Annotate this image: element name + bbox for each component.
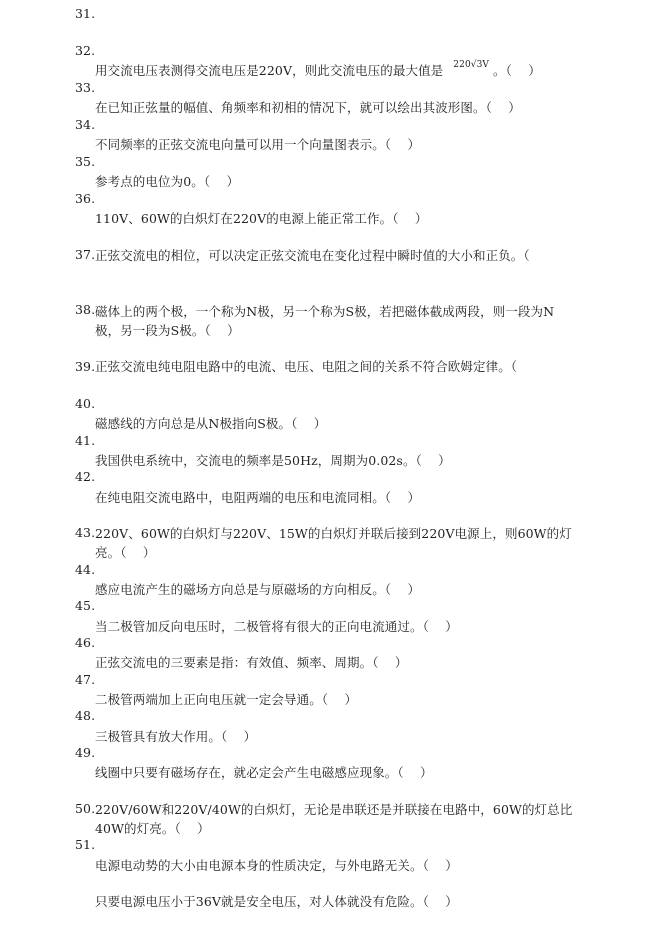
question-text: 正弦交流电的三要素是指：有效值、频率、周期。（ ） [95,655,408,670]
question-text: 我国供电系统中，交流电的频率是50Hz，周期为0.02s。（ ） [95,453,451,468]
question-text: 磁感线的方向总是从N极指向S极。（ ） [95,416,327,431]
question-number: 43. [75,525,96,540]
question-number: 46. [75,635,96,650]
question-text: 正弦交流电的相位，可以决定正弦交流电在变化过程中瞬时值的大小和正负。（ [95,248,530,263]
question-text: 磁体上的两个极，一个称为N极，另一个称为S极，若把磁体截成两段，则一段为N极，另一段为S极。（ ） [95,304,555,338]
question-text: 感应电流产生的磁场方向总是与原磁场的方向相反。（ ） [95,582,421,597]
question-text: 220V/60W和220V/40W的白炽灯，无论是串联还是并联接在电路中，60W的灯总比40W的灯亮。（ ） [95,802,573,836]
question-number: 47. [75,672,96,687]
question-text: 只要电源电压小于36V就是安全电压，对人体就没有危险。（ ） [95,894,458,909]
question-number: 32. [75,43,96,58]
question-text: 正弦交流电纯电阻电路中的电流、电压、电阻之间的关系不符合欧姆定律。（ [95,359,518,374]
question-number: 40. [75,396,96,411]
question-text: 在已知正弦量的幅值、角频率和初相的情况下，就可以绘出其波形图。（ ） [95,100,521,115]
question-number: 33. [75,80,96,95]
question-number: 39. [75,359,96,374]
question-number: 44. [75,562,96,577]
question-number: 35. [75,154,96,169]
question-number: 34. [75,117,96,132]
question-text: 二极管两端加上正向电压就一定会导通。（ ） [95,692,358,707]
question-51 [75,835,595,949]
question-number: 41. [75,433,96,448]
question-text: 三极管具有放大作用。（ ） [95,729,257,744]
question-number: 37. [75,247,96,262]
question-text: 在纯电阻交流电路中，电阻两端的电压和电流同相。（ ） [95,490,421,505]
question-text: 当二极管加反向电压时，二极管将有很大的正向电流通过。（ ） [95,619,458,634]
question-number: 36. [75,191,96,206]
answer-brackets: 。（ ） [493,63,541,78]
question-number: 49. [75,745,96,760]
question-number: 51. [75,837,96,852]
question-text: 用交流电压表测得交流电压是220V，则此交流电压的最大值是 [95,63,444,78]
question-number: 50. [75,801,96,816]
question-number: 38. [75,302,96,317]
question-number: 31. [75,6,96,21]
question-number: 48. [75,708,96,723]
question-number: 45. [75,598,96,613]
formula: 220√3V [453,60,490,70]
question-text: 220V、60W的白炽灯与220V、15W的白炽灯并联后接到220V电源上，则60W的灯亮。（ ） [95,526,572,560]
question-text: 不同频率的正弦交流电向量可以用一个向量图表示。（ ） [95,137,421,152]
question-text: 线圈中只要有磁场存在，就必定会产生电磁感应现象。（ ） [95,765,433,780]
question-text: 参考点的电位为0。（ ） [95,174,240,189]
question-text: 电源电动势的大小由电源本身的性质决定，与外电路无关。（ ） [95,858,458,873]
question-text: 110V、60W的白炽灯在220V的电源上能正常工作。（ ） [95,211,428,226]
question-number: 42. [75,469,96,484]
